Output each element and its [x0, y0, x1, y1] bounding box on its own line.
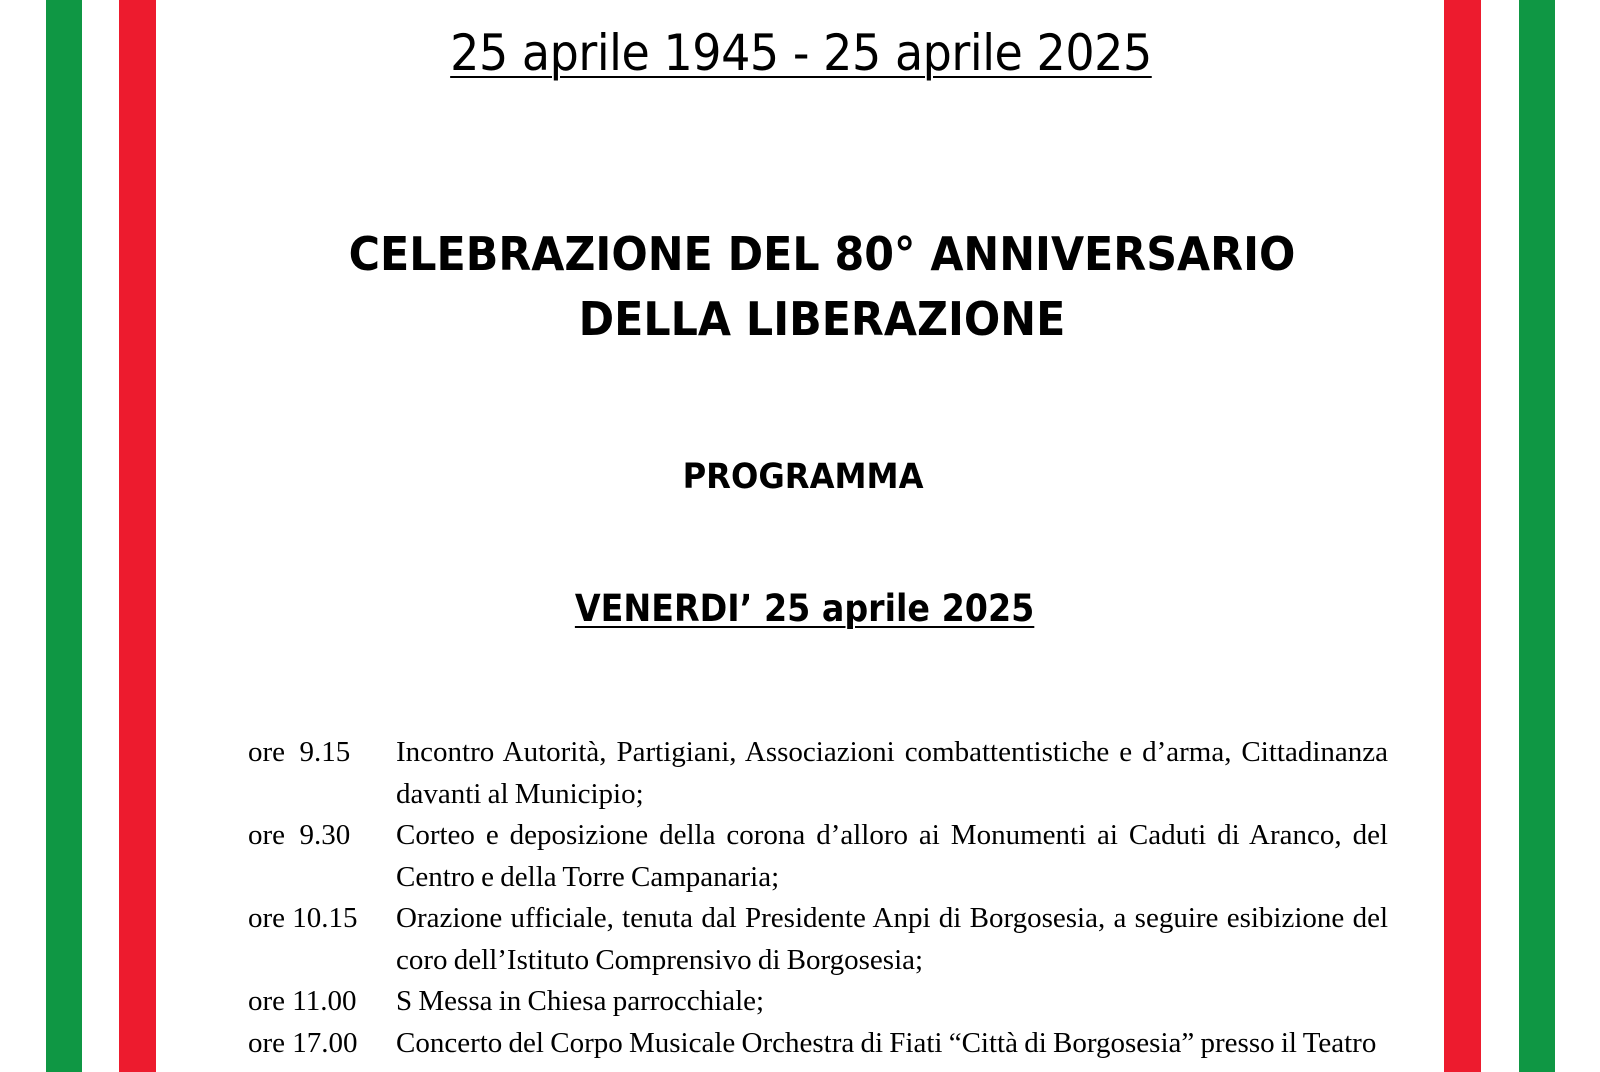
schedule-time: ore 10.15 [248, 902, 358, 934]
schedule-description: Orazione ufficiale, tenuta dal Presidente Anpi di Borgosesia, a seguire esibizione del coro dell’Istituto Comprensivo di Borgosesia; [396, 902, 1388, 976]
schedule-description: Concerto del Corpo Musicale Orchestra di Fiati “Città di Borgosesia” presso il Teatro [396, 1026, 1377, 1059]
schedule-item [248, 1023, 1388, 1065]
celebration-title-line-2: DELLA LIBERAZIONE [578, 292, 1066, 346]
schedule-time: ore 9.15 [248, 736, 351, 768]
schedule-item [248, 898, 1388, 981]
event-day-heading [85, 587, 1525, 631]
schedule-description: Incontro Autorità, Partigiani, Associazioni combattentistiche e d’arma, Cittadinanza davanti al Municipio; [396, 736, 1388, 810]
programma-heading: PROGRAMMA [682, 457, 924, 497]
schedule-item [248, 815, 1388, 898]
schedule-item [248, 981, 1388, 1023]
schedule-time: ore 11.00 [248, 985, 357, 1017]
celebration-title-line-1: CELEBRAZIONE DEL 80° ANNIVERSARIO [348, 227, 1296, 281]
anniversary-dates-text: 25 aprile 1945 - 25 aprile 2025 [450, 24, 1152, 82]
schedule-time: ore 17.00 [248, 1026, 358, 1059]
event-day-text: VENERDI’ 25 aprile 2025 [574, 587, 1035, 630]
anniversary-dates [65, 22, 1537, 85]
schedule-item [248, 732, 1388, 815]
schedule-description: Corteo e deposizione della corona d’alloro ai Monumenti ai Caduti di Aranco, del Centro e della Torre Campanaria; [396, 819, 1388, 893]
celebration-title [58, 222, 1546, 352]
schedule-time: ore 9.30 [248, 819, 351, 851]
schedule-list [248, 732, 1388, 1064]
schedule-description: S Messa in Chiesa parrocchiale; [396, 985, 765, 1017]
